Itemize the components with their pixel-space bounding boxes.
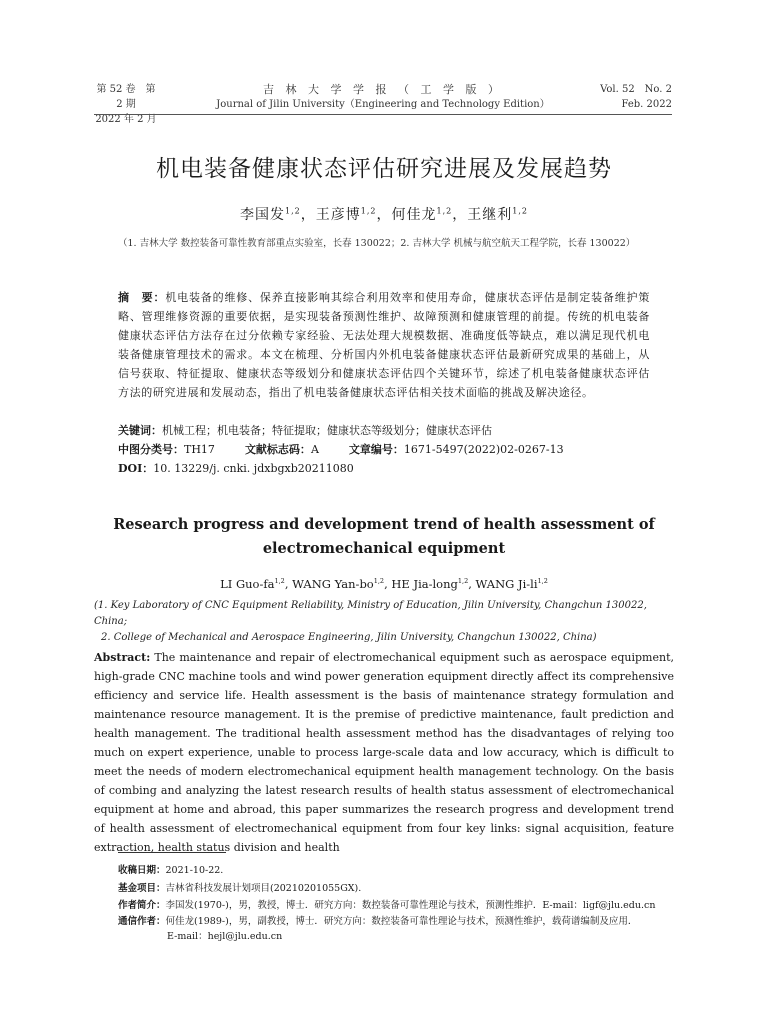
corresponding-text: 何佳龙(1989-)，男，副教授，博士．研究方向：数控装备可靠性理论与技术，预测性维护，载荷谱编制及应用． <box>165 916 638 927</box>
abstract-text-en: The maintenance and repair of electromechanical equipment such as aerospace equipment, high-grade CNC machine tools and wind power generation equipment directly affect its comprehensive efficiency and service life. Health assessment is the basis of maintenance strategy formulation and maintenance resource management. It is the premise of predictive maintenance, fault prediction and health management. The traditional health assessment method has the disadvantages of relying too much on expert experience, unable to process large-scale data and low accuracy, which is difficult to meet the needs of modern electromechanical equipment health management technology. On the basis of combing and analyzing the latest research results of health status assessment of electromechanical equipment at home and abroad, this paper summarizes the research progress and development trend of health assessment of electromechanical equipment from four key links: signal acquisition, feature extraction, health status division and health <box>94 651 674 854</box>
doi-value[interactable]: 10. 13229/j. cnki. jdxbgxb20211080 <box>153 462 354 475</box>
author-name: WANG Yan-bo <box>292 577 374 591</box>
author-name: LI Guo-fa <box>220 577 275 591</box>
affiliation-en-line: (1. Key Laboratory of CNC Equipment Reliability, Ministry of Education, Jilin University, Changchun 130022, China; <box>94 600 647 627</box>
author-name: 王彦博 <box>315 207 361 223</box>
header-rule <box>94 114 672 115</box>
author-name: 何佳龙 <box>391 207 437 223</box>
article-number-value: 1671-5497(2022)02-0267-13 <box>403 443 564 456</box>
keywords-label: 关键词： <box>118 424 162 437</box>
article-number-label: 文章编号： <box>348 443 404 456</box>
abstract-label-cn: 摘 要： <box>118 291 166 304</box>
author-name: WANG Ji-li <box>475 577 538 591</box>
volume-issue: 第 52 卷 第 2 期 <box>96 84 156 110</box>
clc-value: TH17 <box>184 443 215 456</box>
paper-title-en-line: electromechanical equipment <box>262 540 506 557</box>
issue-info-en <box>600 82 672 112</box>
abstract-label-en: Abstract: <box>94 651 151 664</box>
fund-text: 吉林省科技发展计划项目(20210201055GX). <box>165 883 362 894</box>
author-affiliation-mark: 1,2 <box>373 577 385 586</box>
keywords-text: 机械工程；机电装备；特征提取；健康状态等级划分；健康状态评估 <box>162 424 492 437</box>
paper-title-en <box>0 513 768 561</box>
issue-date-en: Feb. 2022 <box>621 99 672 110</box>
keywords-cn <box>118 421 668 440</box>
volume-issue-en: Vol. 52 No. 2 <box>600 84 672 95</box>
author-affiliation-mark: 1,2 <box>512 206 528 216</box>
author-affiliation-mark: 1,2 <box>274 577 285 586</box>
author-bio-label: 作者简介： <box>118 900 166 911</box>
paper-title-cn: 机电装备健康状态评估研究进展及发展趋势 <box>156 156 612 182</box>
doc-code-value: A <box>310 443 319 456</box>
footnote-fund <box>118 881 672 896</box>
journal-name <box>94 82 672 112</box>
footnote-rule <box>118 852 226 853</box>
journal-name-cn: 吉 林 大 学 学 报 （ 工 学 版 ） <box>263 83 503 96</box>
journal-name-en: Journal of Jilin University（Engineering and Technology Edition） <box>216 99 550 110</box>
received-date: 2021-10-22. <box>165 865 224 876</box>
author-bio-text: 李国发(1970-)，男，教授，博士．研究方向：数控装备可靠性理论与技术，预测性维护．E-mail：ligf@jlu.edu.cn <box>165 900 656 911</box>
author-affiliation-mark: 1,2 <box>436 206 453 216</box>
author-name: 李国发 <box>240 207 286 223</box>
running-header <box>94 82 672 125</box>
classification-row <box>118 440 668 459</box>
affiliation-cn: （1. 吉林大学 数控装备可靠性教育部重点实验室，长春 130022；2. 吉林大学 机械与航空航天工程学院，长春 130022） <box>118 238 636 249</box>
author-affiliation-mark: 1,2 <box>360 206 377 216</box>
fund-label: 基金项目： <box>118 883 166 894</box>
abstract-en <box>94 648 674 857</box>
abstract-text-cn: 机电装备的维修、保养直接影响其综合利用效率和使用寿命，健康状态评估是制定装备维护策略、管理维修资源的重要依据，是实现装备预测性维护、故障预测和健康管理的前提。传统的机电装备健康状态评估方法存在过分依赖专家经验、无法处理大规模数据、准确度低等缺点，难以满足现代机电装备健康管理技术的需求。本文在梳理、分析国内外机电装备健康状态评估最新研究成果的基础上，从信号获取、特征提取、健康状态等级划分和健康状态评估四个关键环节，综述了机电装备健康状态评估方法的研究进展和发展动态，指出了机电装备健康状态评估相关技术面临的挑战及解决途径。 <box>118 291 650 399</box>
author-list-en: LI Guo-fa$^{1,2}$, WANG Yan-bo$^{1,2}$, HE Jia-long$^{1,2}$, WANG Ji-li$^{1,2}$ <box>220 577 548 591</box>
doi-row <box>118 459 668 478</box>
paper-title-en-line: Research progress and development trend of health assessment of <box>113 516 655 533</box>
clc-label: 中图分类号： <box>118 443 184 456</box>
footnote-author-bio <box>118 898 672 913</box>
author-affiliation-mark: 1,2 <box>537 577 548 586</box>
affiliation-en-line: 2. College of Mechanical and Aerospace Engineering, Jilin University, Changchun 130022, China) <box>101 632 597 643</box>
doi-label: DOI： <box>118 462 154 475</box>
abstract-cn <box>118 288 650 402</box>
affiliation-en <box>94 598 674 646</box>
author-affiliation-mark: 1,2 <box>285 206 301 216</box>
author-name: HE Jia-long <box>391 577 458 591</box>
author-affiliation-mark: 1,2 <box>457 577 469 586</box>
footnote-corresponding <box>118 914 672 944</box>
issue-date: 2022 年 2 月 <box>95 114 157 125</box>
author-list-cn: 李国发$^{1,2}$，王彦博$^{1,2}$，何佳龙$^{1,2}$，王继利$^{1,2}$ <box>240 206 528 223</box>
footnote-received <box>118 863 672 878</box>
corresponding-email[interactable]: E-mail：hejl@jlu.edu.cn <box>167 931 283 942</box>
doc-code-label: 文献标志码： <box>244 443 311 456</box>
corresponding-label: 通信作者： <box>118 916 166 927</box>
received-label: 收稿日期： <box>118 865 166 876</box>
author-name: 王继利 <box>467 207 513 223</box>
